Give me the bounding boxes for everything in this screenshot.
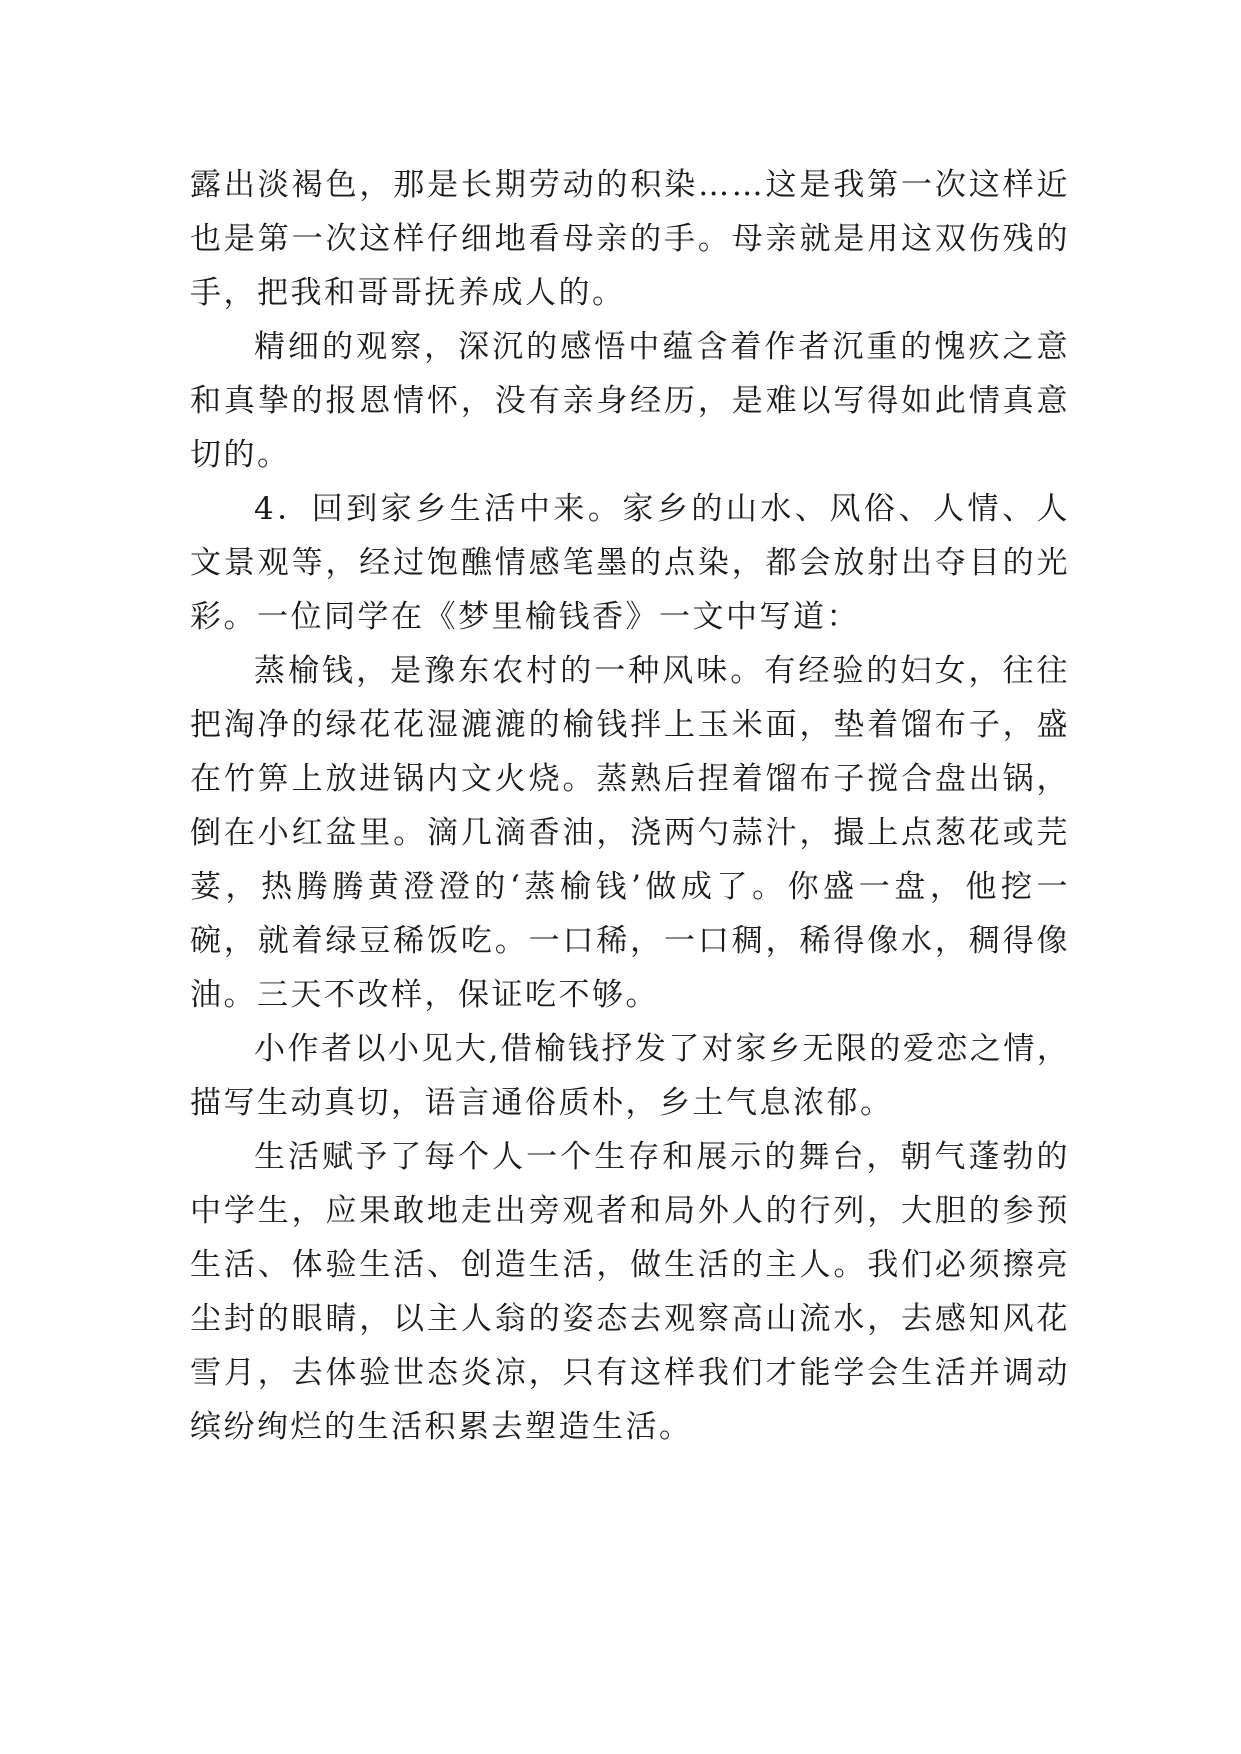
text-line: 雪月，去体验世态炎凉，只有这样我们才能学会生活并调动 [190,1355,1070,1391]
text-line: 倒在小红盆里。滴几滴香油，浇两勺蒜汁，撮上点葱花或芫 [190,815,1070,851]
text-line: 蒸榆钱，是豫东农村的一种风味。有经验的妇女，往往 [254,653,1070,689]
text-line: 描写生动真切，语言通俗质朴，乡土气息浓郁。 [190,1085,894,1121]
text-line: 小作者以小见大,借榆钱抒发了对家乡无限的爱恋之情， [254,1031,1071,1067]
text-line: 露出淡褐色，那是长期劳动的积染……这是我第一次这样近 [190,167,1070,203]
text-line: 荽，热腾腾黄澄澄的‘蒸榆钱’做成了。你盛一盘，他挖一 [190,869,1070,905]
text-line: 也是第一次这样仔细地看母亲的手。母亲就是用这双伤残的 [190,221,1070,257]
paragraph [190,1022,1070,1130]
text-line: 尘封的眼睛，以主人翁的姿态去观察高山流水，去感知风花 [190,1301,1070,1337]
text-line: 4．回到家乡生活中来。家乡的山水、风俗、人情、人 [254,491,1070,527]
text-line: 文景观等，经过饱醮情感笔墨的点染，都会放射出夺目的光 [190,545,1070,581]
text-line: 中学生，应果敢地走出旁观者和局外人的行列，大胆的参预 [190,1193,1070,1229]
text-line: 精细的观察，深沉的感悟中蕴含着作者沉重的愧疚之意 [254,329,1070,365]
paragraph [190,482,1070,644]
paragraph [190,320,1070,482]
paragraph [190,1130,1070,1454]
text-line: 在竹箅上放进锅内文火烧。蒸熟后捏着馏布子搅合盘出锅， [190,761,1070,797]
document-body [190,158,1070,1454]
paragraph [190,158,1070,320]
text-line: 碗，就着绿豆稀饭吃。一口稀，一口稠，稀得像水，稠得像 [190,923,1070,959]
text-line: 缤纷绚烂的生活积累去塑造生活。 [190,1409,693,1445]
text-line: 把淘净的绿花花湿漉漉的榆钱拌上玉米面，垫着馏布子，盛 [190,707,1070,743]
text-line: 彩。一位同学在《梦里榆钱香》一文中写道： [190,599,860,635]
text-line: 切的。 [190,437,291,473]
text-line: 生活、体验生活、创造生活，做生活的主人。我们必须擦亮 [190,1247,1070,1283]
text-line: 油。三天不改样，保证吃不够。 [190,977,659,1013]
text-line: 手，把我和哥哥抚养成人的。 [190,275,626,311]
paragraph [190,644,1070,1022]
text-line: 生活赋予了每个人一个生存和展示的舞台，朝气蓬勃的 [254,1139,1070,1175]
text-line: 和真挚的报恩情怀，没有亲身经历，是难以写得如此情真意 [190,383,1070,419]
